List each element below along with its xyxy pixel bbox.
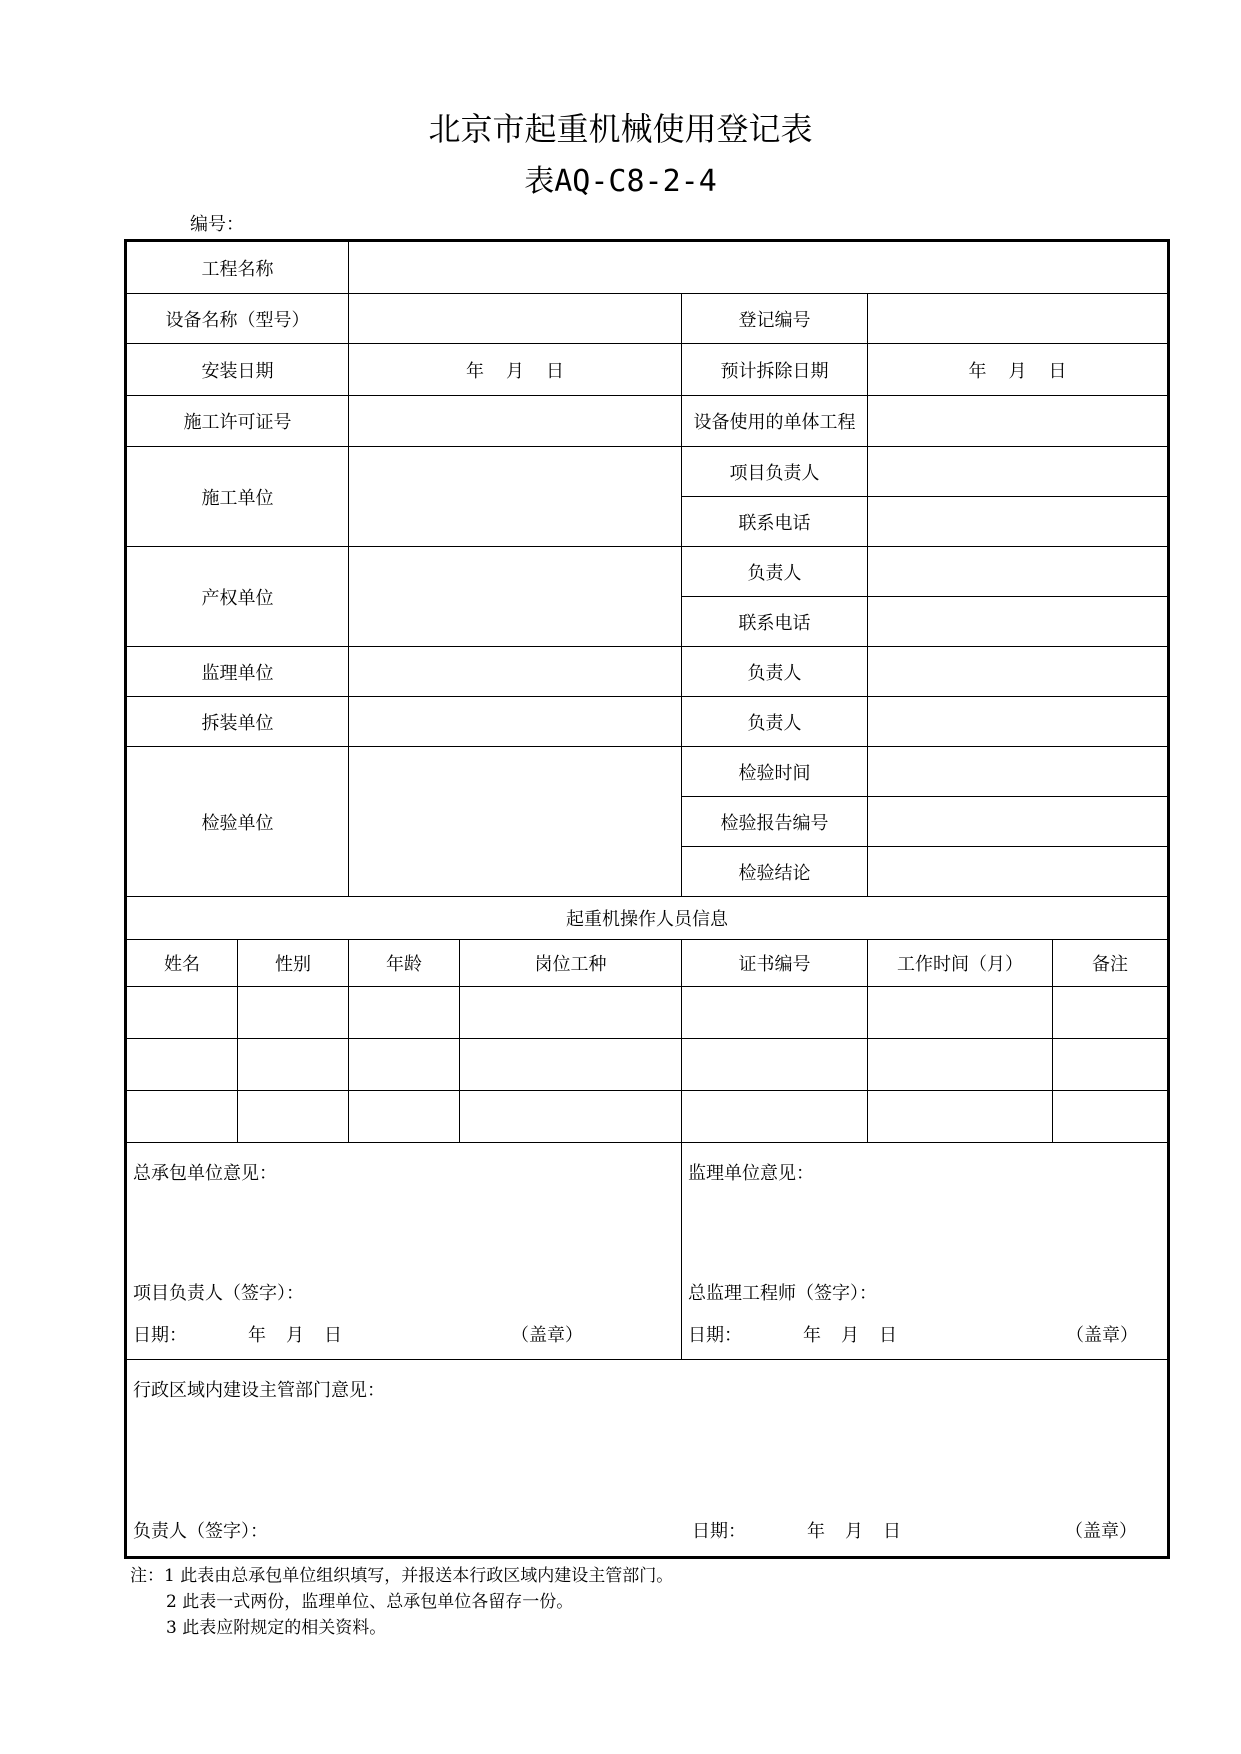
- single-project-label: 设备使用的单体工程: [682, 396, 868, 447]
- permit-no-label: 施工许可证号: [126, 396, 349, 447]
- operator-cell[interactable]: [238, 1091, 349, 1143]
- authority-opinion-title: 行政区域内建设主管部门意见：: [133, 1380, 385, 1401]
- authority-opinion-box[interactable]: [126, 1360, 1169, 1558]
- authority-sign-label: 负责人（签字）：: [133, 1521, 268, 1542]
- property-phone-field[interactable]: [868, 597, 1169, 647]
- operator-cell[interactable]: [1053, 987, 1169, 1039]
- day-unit: 日: [883, 1521, 901, 1542]
- year-unit: 年: [803, 1325, 821, 1346]
- date-label: 日期：: [692, 1521, 746, 1542]
- dismantle-person-field[interactable]: [868, 697, 1169, 747]
- seal-label: （盖章）: [511, 1325, 583, 1346]
- operator-cell[interactable]: [349, 1091, 460, 1143]
- month-unit: 月: [1008, 360, 1027, 382]
- form-code: 表AQ-C8-2-4: [524, 164, 717, 199]
- supervisor-opinion-title: 监理单位意见：: [688, 1163, 814, 1184]
- supervision-unit-field[interactable]: [349, 647, 682, 697]
- contractor-opinion-box[interactable]: [126, 1143, 682, 1360]
- column-header: 证书编号: [682, 940, 868, 987]
- day-unit: 日: [546, 360, 564, 382]
- operator-cell[interactable]: [349, 987, 460, 1039]
- dismantle-person-label: 负责人: [682, 697, 868, 747]
- inspection-unit-label: 检验单位: [126, 747, 349, 897]
- supervision-person-label: 负责人: [682, 647, 868, 697]
- contractor-sign-label: 项目负责人（签字）：: [133, 1283, 304, 1304]
- project-name-label: 工程名称: [126, 241, 349, 294]
- seal-label: （盖章）: [1066, 1325, 1138, 1346]
- project-name-field[interactable]: [349, 241, 1169, 294]
- footnotes: [130, 1563, 673, 1641]
- operator-cell[interactable]: [126, 1091, 238, 1143]
- footnote: 2 此表一式两份，监理单位、总承包单位各留存一份。: [166, 1592, 574, 1612]
- operator-cell[interactable]: [868, 987, 1053, 1039]
- inspection-time-field[interactable]: [868, 747, 1169, 797]
- operator-row: [126, 1039, 1169, 1091]
- property-unit-field[interactable]: [349, 547, 682, 647]
- month-unit: 月: [506, 360, 524, 382]
- property-person-field[interactable]: [868, 547, 1169, 597]
- column-header: 工作时间（月）: [868, 940, 1053, 987]
- seal-label: （盖章）: [1065, 1521, 1137, 1542]
- operator-cell[interactable]: [126, 1039, 238, 1091]
- construction-phone-field[interactable]: [868, 497, 1169, 547]
- registration-form: [124, 239, 1170, 1559]
- operator-row: [126, 987, 1169, 1039]
- removal-date-field[interactable]: [868, 344, 1169, 396]
- construction-unit-label: 施工单位: [126, 447, 349, 547]
- inspection-report-label: 检验报告编号: [682, 797, 868, 847]
- operator-cell[interactable]: [868, 1039, 1053, 1091]
- month-unit: 月: [286, 1325, 304, 1346]
- inspection-conclusion-field[interactable]: [868, 847, 1169, 897]
- install-date-field[interactable]: [349, 344, 682, 396]
- operators-section-title: 起重机操作人员信息: [126, 897, 1169, 940]
- operator-cell[interactable]: [460, 987, 682, 1039]
- supervision-unit-label: 监理单位: [126, 647, 349, 697]
- inspection-time-label: 检验时间: [682, 747, 868, 797]
- year-unit: 年: [807, 1521, 825, 1542]
- single-project-field[interactable]: [868, 396, 1169, 447]
- year-unit: 年: [248, 1325, 266, 1346]
- page-title: 北京市起重机械使用登记表: [428, 110, 813, 148]
- device-name-label: 设备名称（型号）: [126, 294, 349, 344]
- supervisor-opinion-box[interactable]: [682, 1143, 1169, 1360]
- permit-no-field[interactable]: [349, 396, 682, 447]
- operator-cell[interactable]: [682, 1039, 868, 1091]
- property-phone-label: 联系电话: [682, 597, 868, 647]
- day-unit: 日: [1048, 360, 1067, 382]
- operator-cell[interactable]: [682, 987, 868, 1039]
- column-header: 性别: [238, 940, 349, 987]
- project-manager-field[interactable]: [868, 447, 1169, 497]
- date-label: 日期：: [133, 1325, 187, 1346]
- operator-cell[interactable]: [460, 1091, 682, 1143]
- inspection-conclusion-label: 检验结论: [682, 847, 868, 897]
- construction-phone-label: 联系电话: [682, 497, 868, 547]
- install-date-label: 安装日期: [126, 344, 349, 396]
- construction-unit-field[interactable]: [349, 447, 682, 547]
- column-header: 岗位工种: [460, 940, 682, 987]
- property-unit-label: 产权单位: [126, 547, 349, 647]
- operator-cell[interactable]: [1053, 1039, 1169, 1091]
- dismantle-unit-label: 拆装单位: [126, 697, 349, 747]
- footnote: 3 此表应附规定的相关资料。: [166, 1618, 387, 1638]
- dismantle-unit-field[interactable]: [349, 697, 682, 747]
- day-unit: 日: [879, 1325, 897, 1346]
- operator-cell[interactable]: [126, 987, 238, 1039]
- operator-cell[interactable]: [1053, 1091, 1169, 1143]
- year-unit: 年: [968, 360, 987, 382]
- project-manager-label: 项目负责人: [682, 447, 868, 497]
- registration-no-label: 登记编号: [682, 294, 868, 344]
- supervisor-sign-label: 总监理工程师（签字）：: [688, 1283, 877, 1304]
- month-unit: 月: [845, 1521, 863, 1542]
- removal-date-label: 预计拆除日期: [682, 344, 868, 396]
- operator-cell[interactable]: [682, 1091, 868, 1143]
- date-label: 日期：: [688, 1325, 742, 1346]
- footnote: 注：1 此表由总承包单位组织填写，并报送本行政区域内建设主管部门。: [130, 1566, 674, 1586]
- operator-row: [126, 1091, 1169, 1143]
- column-header: 备注: [1053, 940, 1169, 987]
- contractor-opinion-title: 总承包单位意见：: [133, 1163, 277, 1184]
- column-header: 年龄: [349, 940, 460, 987]
- supervision-person-field[interactable]: [868, 647, 1169, 697]
- operator-cell[interactable]: [238, 1039, 349, 1091]
- day-unit: 日: [324, 1325, 342, 1346]
- operator-cell[interactable]: [460, 1039, 682, 1091]
- operator-cell[interactable]: [349, 1039, 460, 1091]
- device-name-field[interactable]: [349, 294, 682, 344]
- operator-cell[interactable]: [868, 1091, 1053, 1143]
- registration-no-field[interactable]: [868, 294, 1169, 344]
- serial-number-label: 编号：: [190, 214, 244, 235]
- property-person-label: 负责人: [682, 547, 868, 597]
- month-unit: 月: [841, 1325, 859, 1346]
- operator-cell[interactable]: [238, 987, 349, 1039]
- inspection-report-field[interactable]: [868, 797, 1169, 847]
- inspection-unit-field[interactable]: [349, 747, 682, 897]
- column-header: 姓名: [126, 940, 238, 987]
- year-unit: 年: [466, 360, 484, 382]
